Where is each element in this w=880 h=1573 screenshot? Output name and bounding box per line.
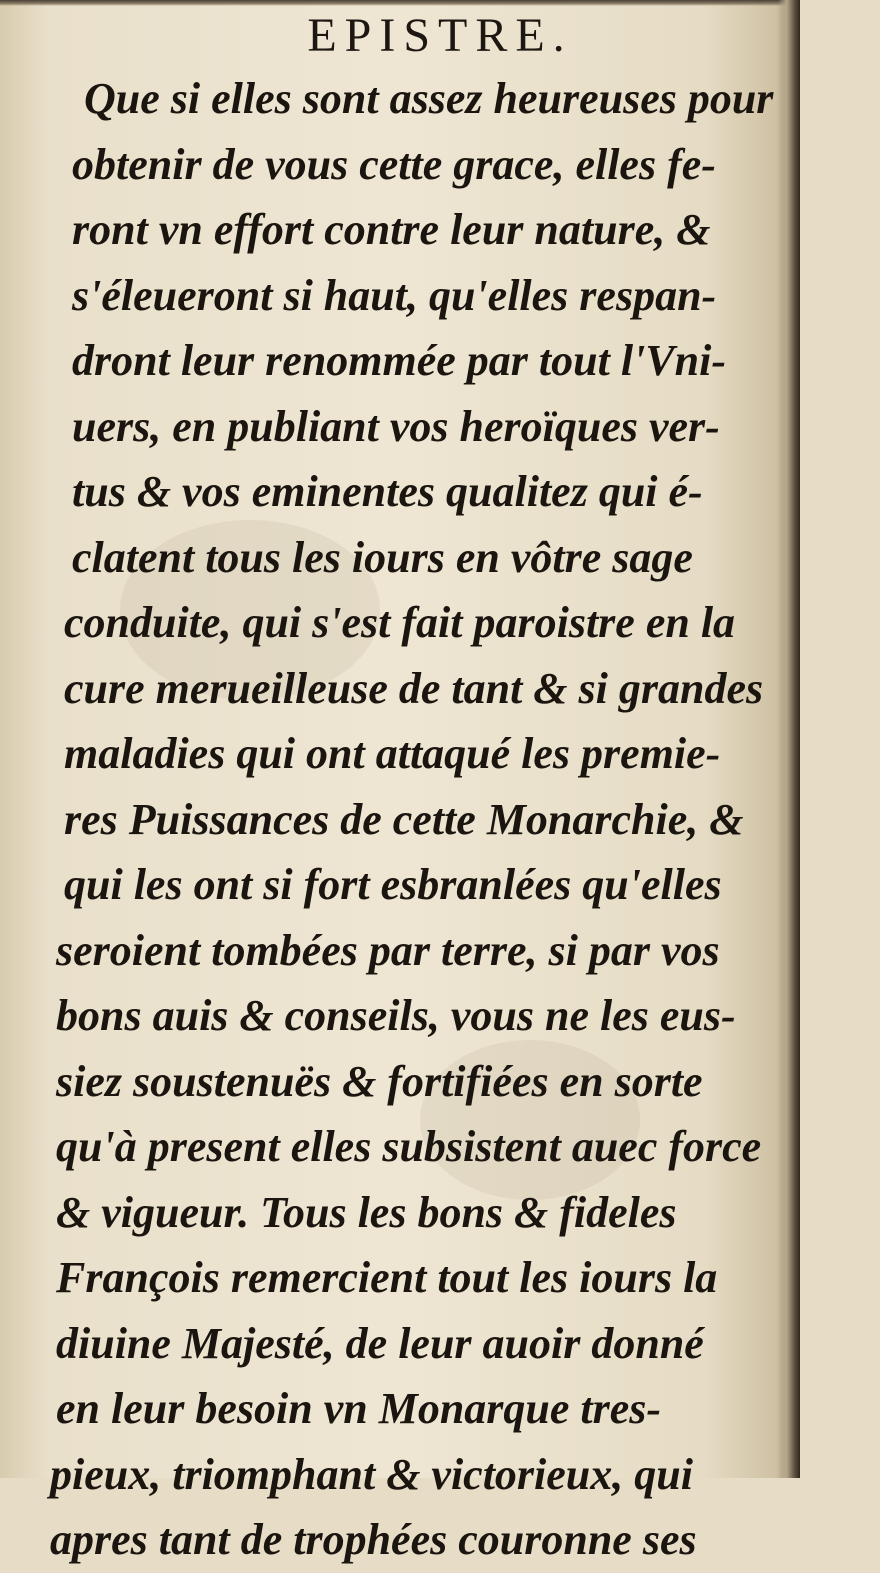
text-line: obtenir de vous cette grace, elles fe- <box>72 139 716 189</box>
text-line: s'éleueront si haut, qu'elles respan- <box>72 270 717 320</box>
page-header: EPISTRE. <box>307 9 573 62</box>
text-line: Que si elles sont assez heureuses pour <box>84 74 774 123</box>
text-line: qu'à present elles subsistent auec force <box>56 1122 762 1171</box>
text-line: en leur besoin vn Monarque tres- <box>56 1384 662 1433</box>
text-line: François remercient tout les iours la <box>56 1253 718 1302</box>
page-top-edge <box>0 0 800 6</box>
text-line: & vigueur. Tous les bons & fideles <box>56 1187 677 1237</box>
text-line: pieux, triomphant & victorieux, qui <box>50 1449 693 1499</box>
body-text <box>50 66 780 1573</box>
text-line: diuine Majesté, de leur auoir donné <box>56 1318 704 1368</box>
page-binding-edge <box>778 0 800 1478</box>
text-line: tus & vos eminentes qualitez qui é- <box>72 467 703 516</box>
text-line: siez soustenuës & fortifiées en sorte <box>56 1056 703 1106</box>
text-line: maladies qui ont attaqué les premie- <box>64 729 721 778</box>
text-line: res Puissances de cette Monarchie, & <box>64 794 744 844</box>
text-line: clatent tous les iours en vôtre sage <box>72 532 693 582</box>
text-line: dront leur renommée par tout l'Vni- <box>72 336 726 385</box>
text-line: cure merueilleuse de tant & si grandes <box>64 663 764 713</box>
text-line: uers, en publiant vos heroïques ver- <box>72 401 720 451</box>
text-line: bons auis & conseils, vous ne les eus- <box>56 991 736 1040</box>
text-line: apres tant de trophées couronne ses <box>50 1515 697 1564</box>
text-line: qui les ont si fort esbranlées qu'elles <box>64 860 722 909</box>
text-line: conduite, qui s'est fait paroistre en la <box>64 598 736 647</box>
text-line: seroient tombées par terre, si par vos <box>56 925 720 975</box>
text-line: ront vn effort contre leur nature, & <box>72 205 711 254</box>
